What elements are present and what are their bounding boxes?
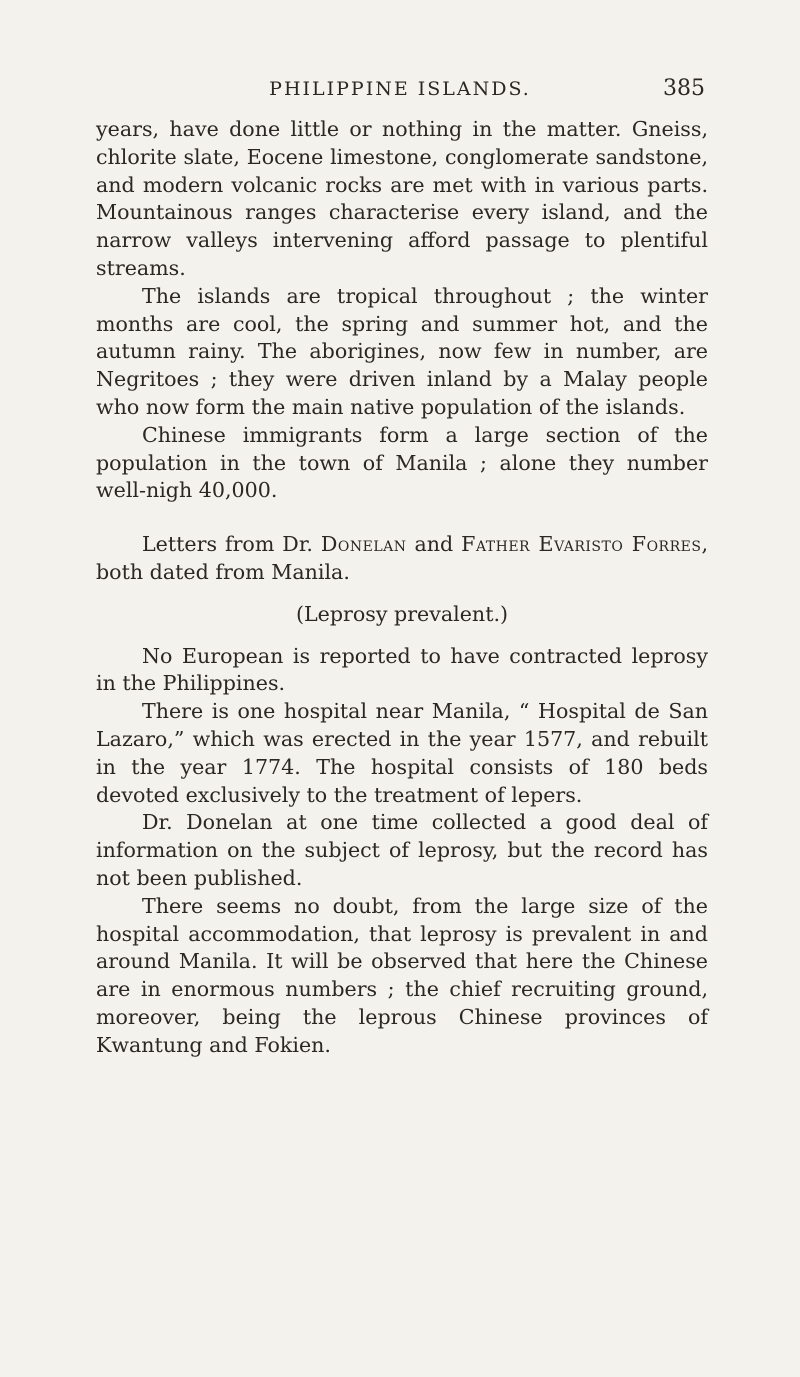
page-number: 385 bbox=[663, 76, 705, 101]
body-text bbox=[96, 116, 708, 1060]
paragraph-no-european: No European is reported to have contracted leprosy in the Philippines. bbox=[96, 643, 708, 696]
letters-prefix: Letters from Dr. bbox=[142, 532, 321, 557]
paragraph-chinese-immigrants: Chinese immigrants form a large section of the population in the town of Manila ; alone they number well-nigh 40,000. bbox=[96, 422, 708, 503]
paragraph-donelan: Dr. Donelan at one time collected a good deal of information on the subject of leprosy, but the record has not been published. bbox=[96, 810, 708, 890]
paragraph-hospital: There is one hospital near Manila, “ Hospital de San Lazaro,” which was erected in the year 1577, and rebuilt in the year 1774. The hospital consists of 180 beds devoted exclusively to the treatment of lepers. bbox=[96, 699, 708, 807]
paragraph-geology: years, have done little or nothing in the matter. Gneiss, chlorite slate, Eocene limestone, conglomerate sandstone, and modern volcanic rocks are met with in various parts. Mountainous ranges characterise every island, and the narrow valleys intervening afford passage to plentiful streams. bbox=[96, 117, 708, 280]
running-title: PHILIPPINE ISLANDS. bbox=[269, 78, 531, 100]
letters-and: and bbox=[406, 532, 462, 557]
paragraph-letters bbox=[96, 531, 708, 587]
paragraph-prevalence: There seems no doubt, from the large size of the hospital accommodation, that leprosy is prevalent in and around Manila. It will be observed that here the Chinese are in enormous numbers ; the chief recruiting ground, moreover, being the leprous Chinese provinces of Kwantung and Fokien. bbox=[96, 893, 708, 1057]
letters-name-donelan: Donelan bbox=[320, 532, 407, 557]
letters-name-forres: Father Evaristo Forres bbox=[461, 532, 702, 557]
running-head bbox=[0, 78, 800, 108]
letters-suffix: , both dated from Manila. bbox=[96, 532, 708, 584]
subheading: (Leprosy prevalent.) bbox=[295, 601, 509, 626]
paragraph-climate: The islands are tropical throughout ; the winter months are cool, the spring and summer hot, and the autumn rainy. The aborigines, now few in number, are Negritoes ; they were driven inland by a Malay people who now form the main native population of the islands. bbox=[96, 283, 708, 419]
section-gap bbox=[96, 505, 708, 531]
